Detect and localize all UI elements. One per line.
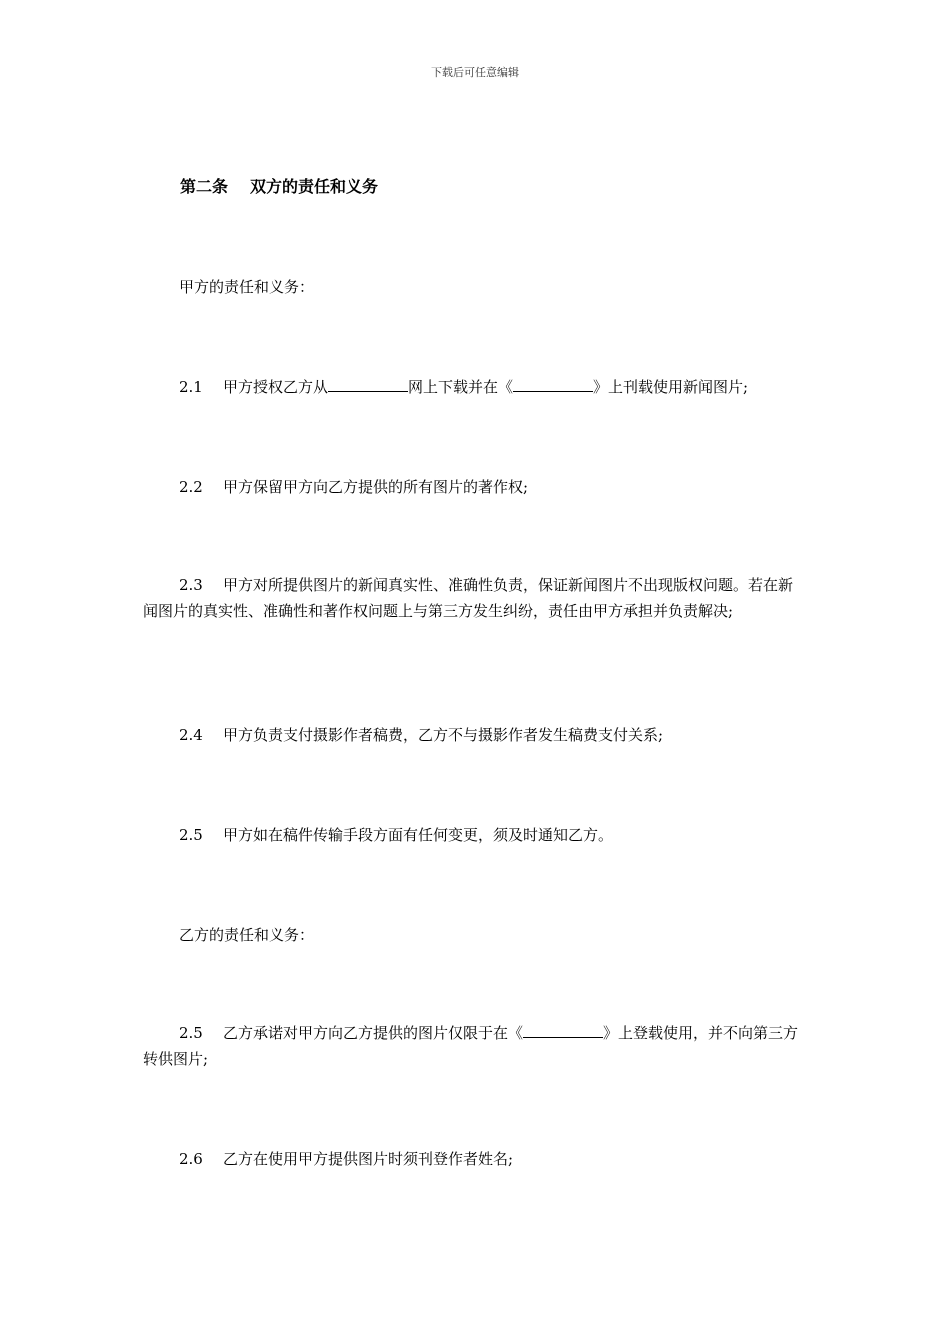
clause-number: 2.4 [179, 726, 203, 744]
clause-number: 2.5 [179, 1024, 203, 1042]
fill-in-blank-website [328, 377, 408, 392]
clause-text: 甲方如在稿件传输手段方面有任何变更，须及时通知乙方。 [223, 826, 614, 844]
clause-number: 2.1 [179, 378, 203, 396]
clause-2-4 [143, 722, 823, 748]
clause-number: 2.2 [179, 478, 203, 496]
clause-2-3 [143, 572, 803, 624]
clause-text: 甲方保留甲方向乙方提供的所有图片的著作权; [223, 478, 529, 496]
clause-text: 乙方在使用甲方提供图片时须刊登作者姓名; [223, 1150, 514, 1168]
clause-text: 网上下载并在《 [408, 378, 514, 396]
clause-number: 2.6 [179, 1150, 203, 1168]
clause-2-1 [143, 374, 823, 400]
clause-number: 2.3 [179, 576, 203, 594]
clause-text: 甲方对所提供图片的新闻真实性、准确性负责，保证新闻图片不出现版权问题。若在新闻图片的真实性、准确性和著作权问题上与第三方发生纠纷，责任由甲方承担并负责解决; [143, 576, 794, 620]
article-title: 双方的责任和义务 [250, 177, 379, 196]
fill-in-blank-publication [523, 1023, 603, 1038]
clause-text: 》上刊载使用新闻图片; [593, 378, 749, 396]
section-heading [180, 176, 378, 198]
clause-text: 甲方授权乙方从 [223, 378, 329, 396]
article-number: 第二条 [180, 177, 229, 196]
clause-number: 2.5 [179, 826, 203, 844]
clause-2-2 [143, 474, 823, 500]
page-header: 下载后可任意编辑 [431, 66, 519, 79]
party-a-label: 甲方的责任和义务： [179, 278, 315, 296]
clause-2-6 [143, 1146, 823, 1172]
clause-text: 》上登载使用，并不向第三方转供图片; [143, 1024, 799, 1068]
clause-2-5-b [143, 1020, 803, 1072]
clause-text: 甲方负责支付摄影作者稿费，乙方不与摄影作者发生稿费支付关系; [223, 726, 664, 744]
clause-2-5-a [143, 822, 823, 848]
party-b-label: 乙方的责任和义务： [179, 926, 315, 944]
fill-in-blank-publication [513, 377, 593, 392]
clause-text: 乙方承诺对甲方向乙方提供的图片仅限于在《 [223, 1024, 524, 1042]
